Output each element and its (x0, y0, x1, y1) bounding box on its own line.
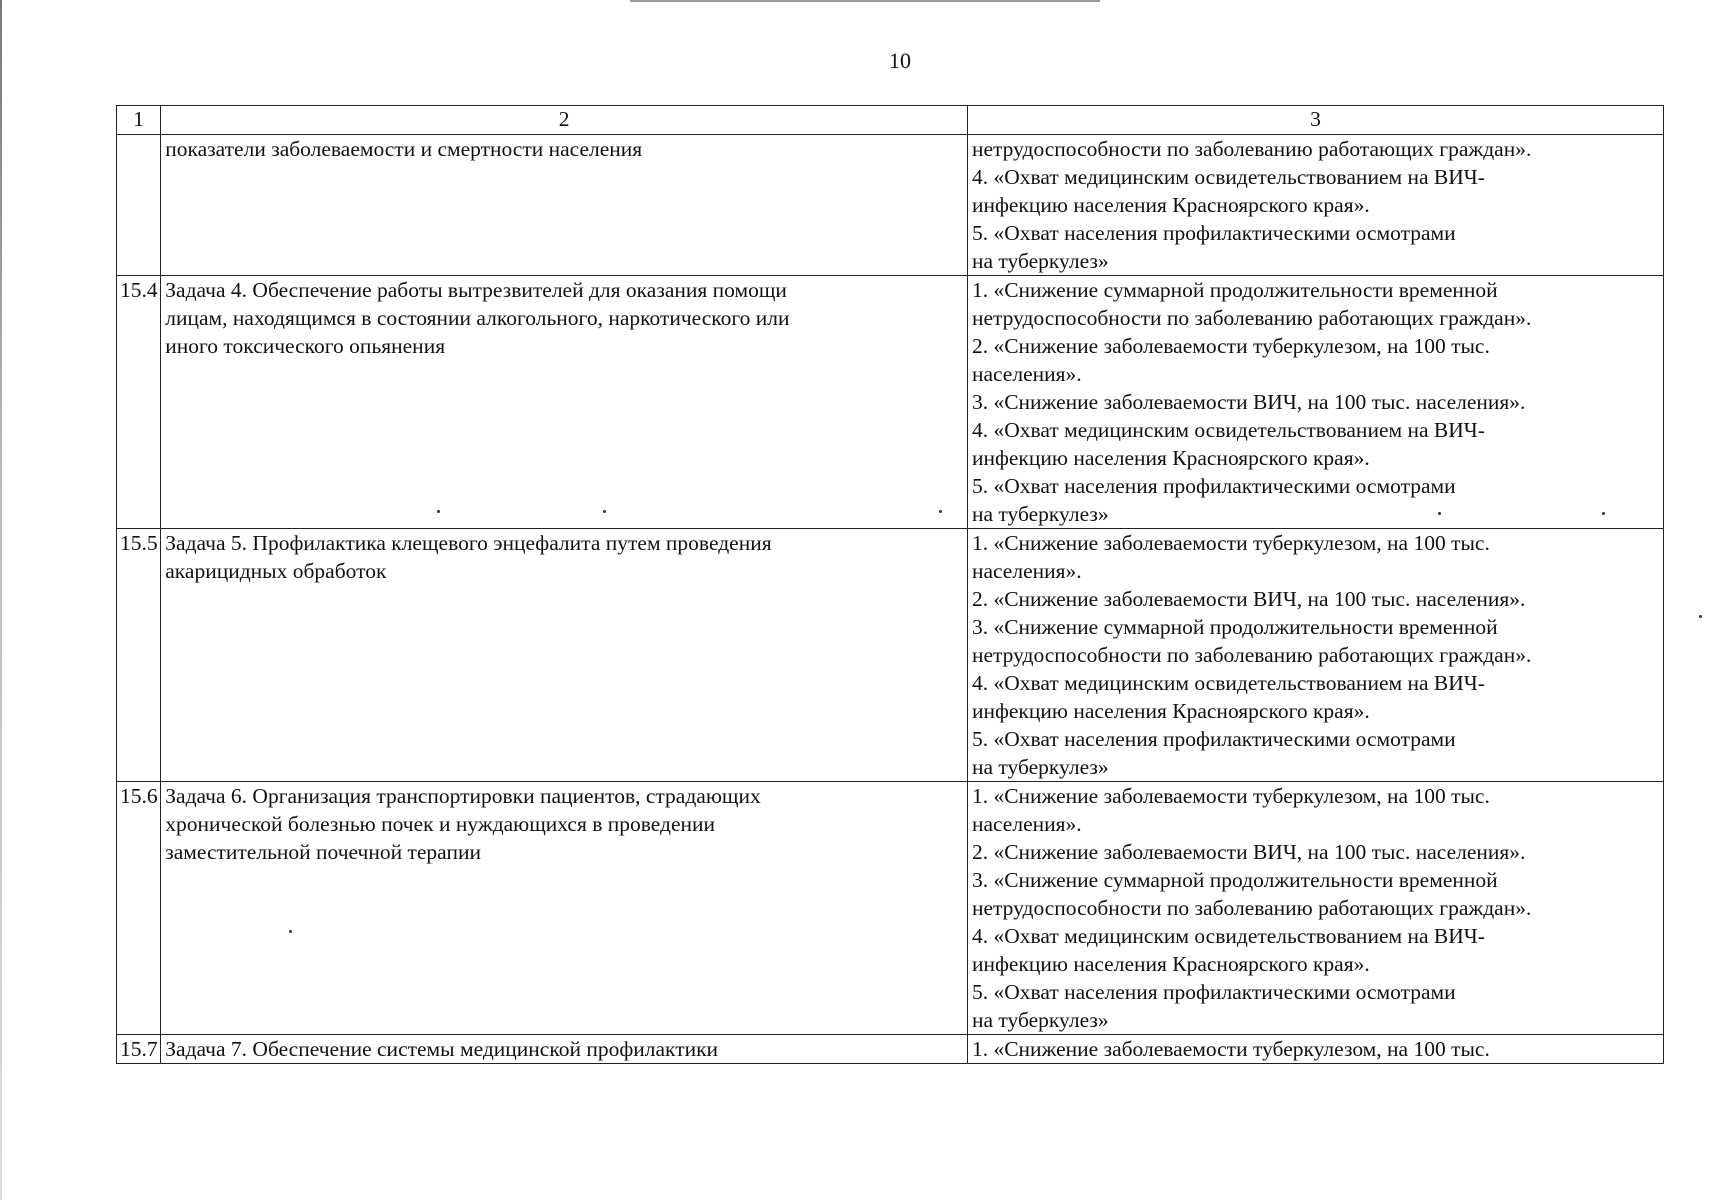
indicator-text-line: 4. «Охват медицинским освидетельствованием на ВИЧ- (971, 671, 1485, 695)
indicators-cell (967, 529, 1663, 782)
row-number-cell: 15.4 (117, 276, 161, 529)
indicator-text-line: 5. «Охват населения профилактическими осмотрами (971, 221, 1456, 245)
indicator-text-line: 3. «Снижение заболеваемости ВИЧ, на 100 тыс. населения». (971, 390, 1526, 414)
indicator-text-line: 4. «Охват медицинским освидетельствованием на ВИЧ- (971, 165, 1485, 189)
indicator-text-line: 5. «Охват населения профилактическими осмотрами (971, 727, 1456, 751)
header-cell-col2: 2 (161, 106, 968, 135)
indicator-text-line: 3. «Снижение суммарной продолжительности временной (971, 868, 1498, 892)
page-number: 10 (889, 48, 911, 73)
task-cell (161, 529, 968, 782)
task-text-line: лицам, находящимся в состоянии алкогольного, наркотического или (165, 306, 790, 330)
task-text-line: Задача 7. Обеспечение системы медицинской профилактики (165, 1037, 719, 1061)
scan-speck (1602, 512, 1605, 515)
header-cell-col1: 1 (117, 106, 161, 135)
indicator-text-line: нетрудоспособности по заболеванию работающих граждан». (971, 137, 1532, 161)
task-cell (161, 782, 968, 1035)
row-number-cell: 15.5 (117, 529, 161, 782)
indicator-text-line: инфекцию населения Красноярского края». (971, 952, 1370, 976)
table-row (117, 529, 1664, 782)
scan-speck (1699, 615, 1702, 618)
scan-speck (289, 930, 292, 933)
indicator-text-line: населения». (971, 362, 1082, 386)
indicator-text-line: нетрудоспособности по заболеванию работающих граждан». (971, 306, 1532, 330)
task-text-line: показатели заболеваемости и смертности населения (165, 137, 643, 161)
table-row (117, 1035, 1664, 1064)
task-cell (161, 276, 968, 529)
indicator-text-line: инфекцию населения Красноярского края». (971, 446, 1370, 470)
indicator-text-line: на туберкулез» (971, 755, 1109, 779)
indicator-text-line: населения». (971, 559, 1082, 583)
scan-artifact-left-edge (0, 0, 2, 1200)
indicator-text-line: на туберкулез» (971, 249, 1109, 273)
indicators-cell (967, 135, 1663, 276)
task-text-line: акарицидных обработок (165, 559, 387, 583)
table-row (117, 135, 1664, 276)
indicators-cell (967, 1035, 1663, 1064)
header-cell-col3: 3 (967, 106, 1663, 135)
indicator-text-line: 1. «Снижение заболеваемости туберкулезом, на 100 тыс. (971, 1037, 1490, 1061)
indicator-text-line: 2. «Снижение заболеваемости туберкулезом, на 100 тыс. (971, 334, 1490, 358)
indicator-text-line: 1. «Снижение суммарной продолжительности временной (971, 278, 1498, 302)
indicator-text-line: населения». (971, 812, 1082, 836)
row-number-cell: 15.6 (117, 782, 161, 1035)
table-row (117, 276, 1664, 529)
scan-speck (437, 510, 440, 513)
task-text-line: заместительной почечной терапии (165, 840, 481, 864)
indicator-text-line: 5. «Охват населения профилактическими осмотрами (971, 474, 1456, 498)
task-text-line: хронической болезнью почек и нуждающихся в проведении (165, 812, 716, 836)
scan-speck (1438, 512, 1441, 515)
indicator-text-line: на туберкулез» (971, 1008, 1109, 1032)
task-cell (161, 1035, 968, 1064)
indicators-cell (967, 276, 1663, 529)
indicator-text-line: инфекцию населения Красноярского края». (971, 193, 1370, 217)
indicator-text-line: 3. «Снижение суммарной продолжительности временной (971, 615, 1498, 639)
indicators-table (116, 105, 1664, 1064)
task-cell (161, 135, 968, 276)
table-body (117, 106, 1664, 1064)
row-number-cell (117, 135, 161, 276)
task-text-line: иного токсического опьянения (165, 334, 446, 358)
task-text-line: Задача 4. Обеспечение работы вытрезвителей для оказания помощи (165, 278, 787, 302)
scan-speck (603, 510, 606, 513)
indicator-text-line: 2. «Снижение заболеваемости ВИЧ, на 100 тыс. населения». (971, 587, 1526, 611)
table-header-row (117, 106, 1664, 135)
indicator-text-line: 4. «Охват медицинским освидетельствованием на ВИЧ- (971, 418, 1485, 442)
indicator-text-line: 4. «Охват медицинским освидетельствованием на ВИЧ- (971, 924, 1485, 948)
scan-artifact-top-line (630, 0, 1100, 2)
indicator-text-line: инфекцию населения Красноярского края». (971, 699, 1370, 723)
task-text-line: Задача 5. Профилактика клещевого энцефалита путем проведения (165, 531, 772, 555)
table-row (117, 782, 1664, 1035)
indicator-text-line: 1. «Снижение заболеваемости туберкулезом, на 100 тыс. (971, 531, 1490, 555)
indicator-text-line: нетрудоспособности по заболеванию работающих граждан». (971, 643, 1532, 667)
task-text-line: Задача 6. Организация транспортировки пациентов, страдающих (165, 784, 761, 808)
indicator-text-line: 1. «Снижение заболеваемости туберкулезом, на 100 тыс. (971, 784, 1490, 808)
indicator-text-line: 5. «Охват населения профилактическими осмотрами (971, 980, 1456, 1004)
indicators-cell (967, 782, 1663, 1035)
scan-speck (939, 510, 942, 513)
indicator-text-line: на туберкулез» (971, 502, 1109, 526)
indicator-text-line: нетрудоспособности по заболеванию работающих граждан». (971, 896, 1532, 920)
indicator-text-line: 2. «Снижение заболеваемости ВИЧ, на 100 тыс. населения». (971, 840, 1526, 864)
row-number-cell: 15.7 (117, 1035, 161, 1064)
